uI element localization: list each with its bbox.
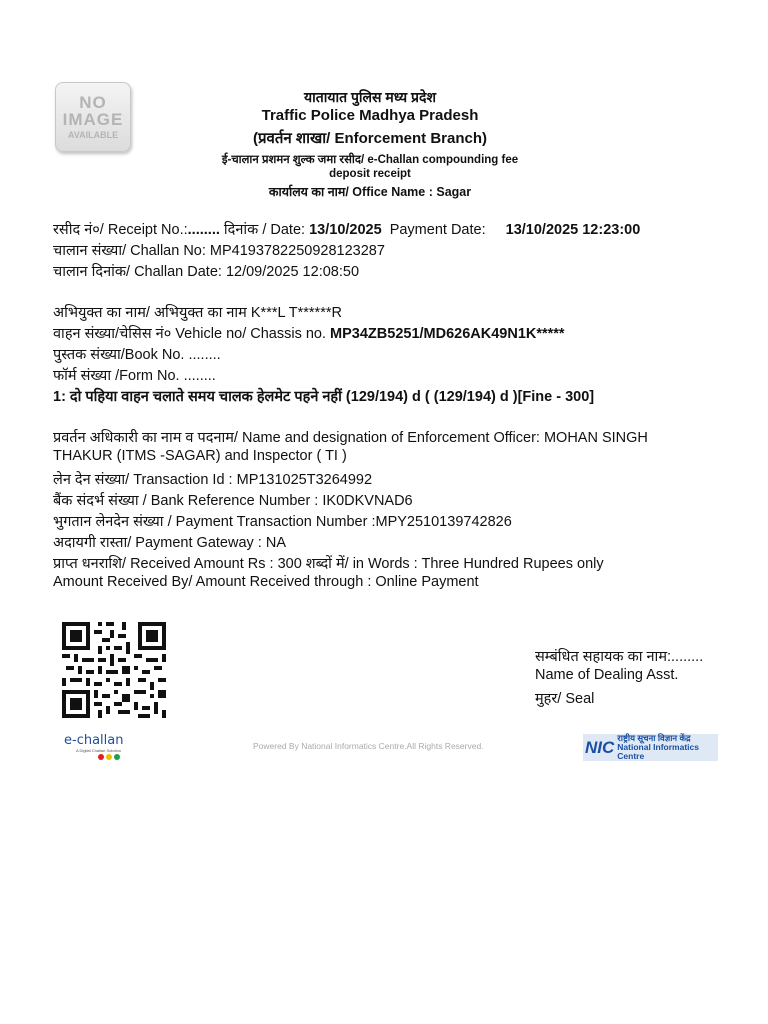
page-title: Traffic Police Madhya Pradesh (261, 107, 479, 124)
receipt-date: 13/10/2025 (309, 222, 382, 238)
nic-abbr: NIC (585, 737, 615, 757)
payment-gateway: अदायगी रास्ता/ Payment Gateway : NA (53, 535, 286, 551)
hindi-title: यातायात पुलिस मध्य प्रदेश (304, 89, 436, 105)
challan-number: चालान संख्या/ Challan No: MP4193782250928123287 (53, 243, 385, 259)
form-number: फॉर्म संख्या /Form No. ........ (53, 368, 216, 384)
receipt-line (53, 219, 640, 239)
payment-transaction-number: भुगतान लेनदेन संख्या / Payment Transaction Number :MPY2510139742826 (53, 514, 512, 530)
offence-line: 1: दो पहिया वाहन चलाते समय चालक हेलमेट पहने नहीं (129/194) d ( (129/194) d )[Fine - 300] (53, 389, 595, 405)
traffic-light-icon (98, 754, 134, 760)
bank-reference: बैंक संदर्भ संख्या / Bank Reference Number : IK0DKVNAD6 (53, 493, 413, 509)
receipt-number: ........ (187, 222, 220, 238)
no-image-line2: IMAGE (62, 110, 124, 129)
vehicle-number: MP34ZB5251/MD626AK49N1K***** (330, 326, 565, 342)
received-amount: प्राप्त धनराशि/ Received Amount Rs : 300 शब्दों में/ in Words : Three Hundred Rupees only (53, 556, 604, 572)
transaction-id: लेन देन संख्या/ Transaction Id : MP131025T3264992 (53, 472, 373, 488)
green-dot-icon (114, 754, 120, 760)
receipt-title-line1: ई-चालान प्रशमन शुल्क जमा रसीद/ e-Challan compounding fee (221, 154, 519, 166)
no-image-line1: NO (79, 93, 107, 112)
qr-code (62, 622, 166, 718)
nic-hindi-name: राष्ट्रीय सूचना विज्ञान केंद्र (617, 733, 691, 744)
receipt-title-line2: deposit receipt (329, 168, 411, 180)
accused-name: अभियुक्त का नाम/ अभियुक्त का नाम K***L T******R (53, 305, 342, 321)
dealing-assistant-name: Name of Dealing Asst. (535, 667, 679, 683)
branch-title: (प्रवर्तन शाखा/ Enforcement Branch) (252, 130, 487, 147)
nic-english-name: National Informatics Centre (617, 742, 699, 761)
receipt-label: रसीद नं०/ Receipt No.: (53, 222, 188, 238)
date-label: दिनांक / Date: (219, 222, 310, 238)
vehicle-label: वाहन संख्या/चेसिस नं० Vehicle no/ Chassis no. (53, 326, 331, 342)
dealing-assistant-label: सम्बंधित सहायक का नाम:........ (535, 649, 704, 665)
officer-line1: प्रवर्तन अधिकारी का नाम व पदनाम/ Name and designation of Enforcement Officer: MOHAN SINGH (53, 430, 648, 446)
nic-logo (583, 734, 718, 761)
echallan-logo-text: e-challan (64, 733, 124, 748)
no-image-line3: AVAILABLE (67, 130, 119, 140)
office-name: कार्यालय का नाम/ Office Name : Sagar (268, 185, 472, 199)
officer-line2: THAKUR (ITMS -SAGAR) and Inspector ( TI ) (53, 448, 347, 464)
payment-date-label: Payment Date: (385, 222, 490, 238)
payment-date: 13/10/2025 12:23:00 (505, 222, 641, 238)
yellow-dot-icon (106, 754, 112, 760)
amount-received-through: Amount Received By/ Amount Received through : Online Payment (53, 574, 479, 590)
red-dot-icon (98, 754, 104, 760)
challan-date: चालान दिनांक/ Challan Date: 12/09/2025 12:08:50 (53, 264, 360, 280)
echallan-logo (64, 733, 134, 765)
vehicle-line (53, 323, 565, 343)
echallan-tagline: A Digital Challan Solution (76, 748, 121, 753)
book-number: पुस्तक संख्या/Book No. ........ (53, 347, 221, 363)
powered-by-text: Powered By National Informatics Centre.All Rights Reserved. (253, 741, 484, 751)
seal-label: मुहर/ Seal (535, 691, 595, 707)
